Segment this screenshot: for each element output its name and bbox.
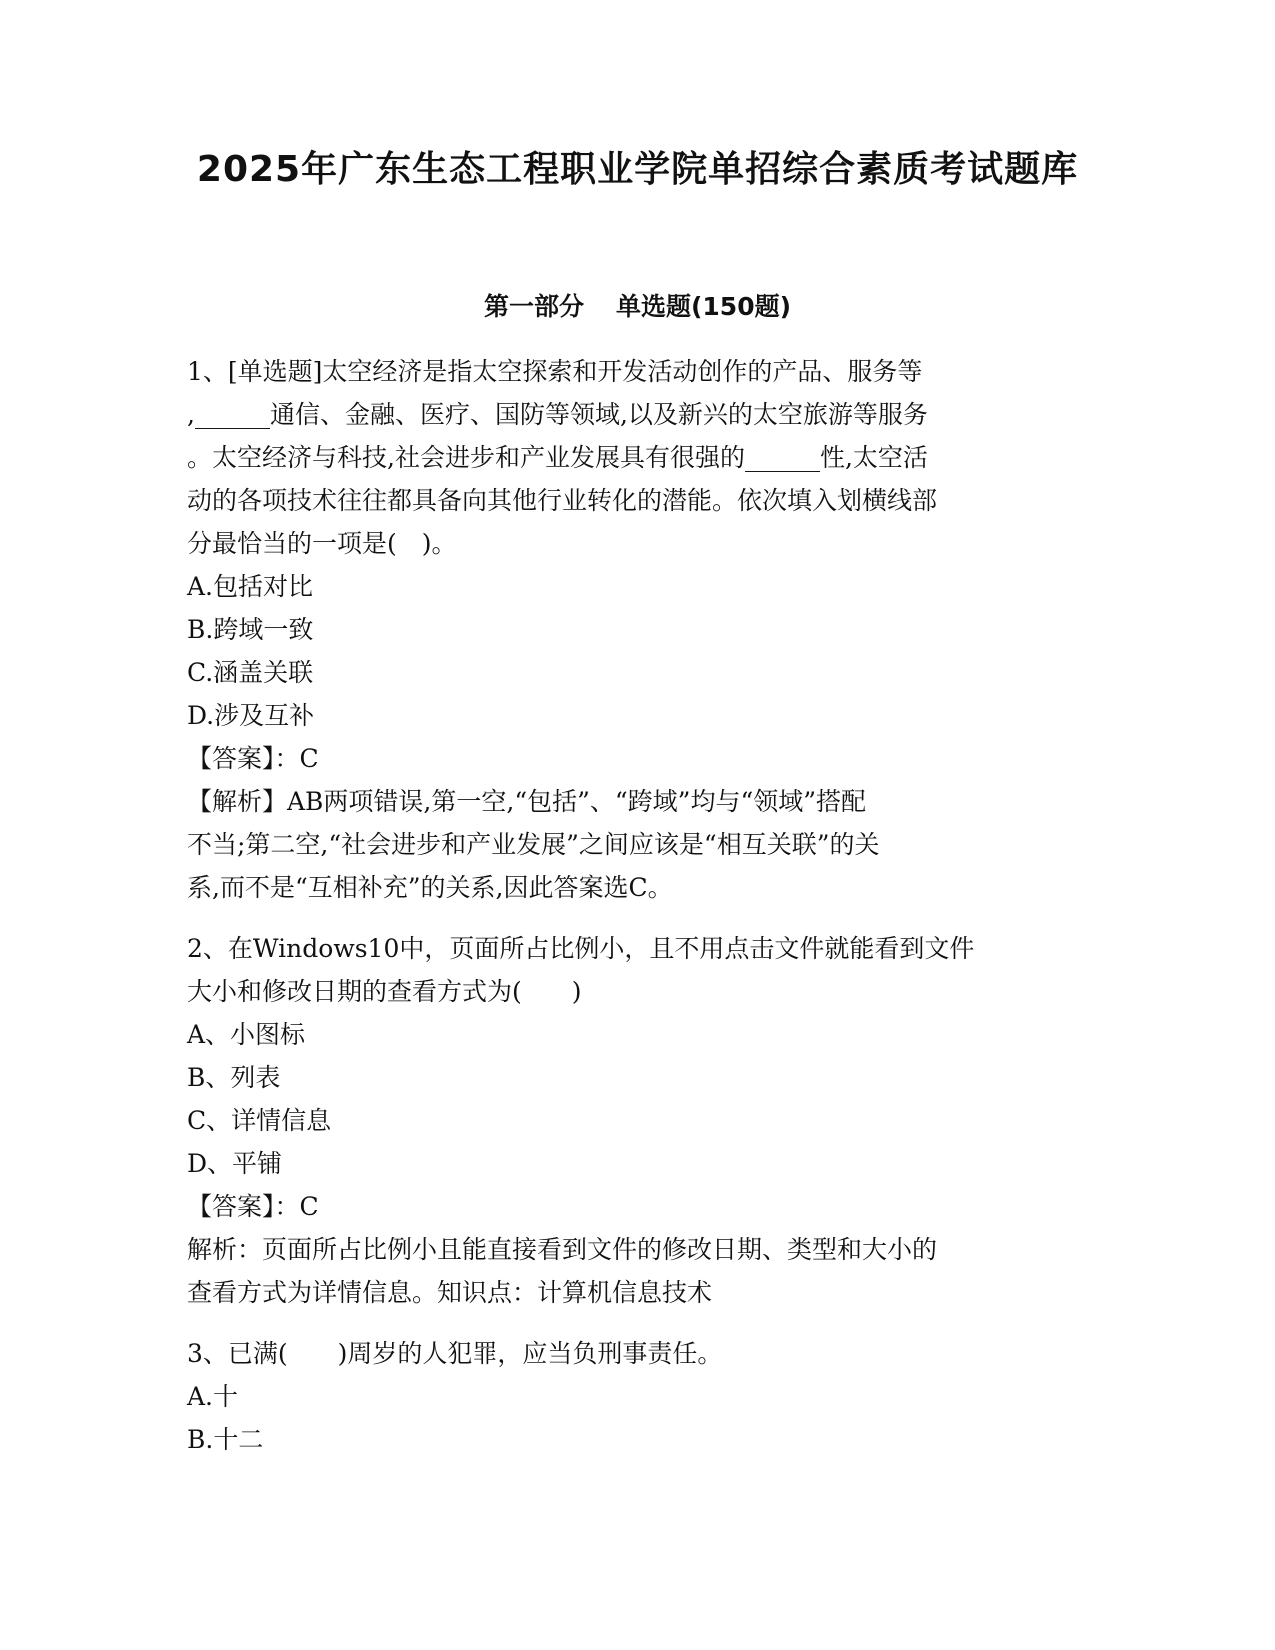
option-d: D.涉及互补: [187, 701, 315, 730]
question-stem-line: 3、已满( )周岁的人犯罪，应当负刑事责任。: [187, 1339, 723, 1368]
question-stem-line: 。太空经济与科技,社会进步和产业发展具有很强的______性,太空活: [187, 443, 928, 472]
question-2: [187, 927, 1077, 1314]
question-stem: [187, 927, 1077, 1013]
option-list: [187, 1375, 1077, 1461]
answer-line: 【答案】：C: [187, 744, 319, 773]
analysis-line: 查看方式为详情信息。知识点：计算机信息技术: [187, 1278, 713, 1307]
option-a: A、小图标: [187, 1020, 306, 1049]
section-type-label: 单选题(150题): [615, 292, 792, 321]
option-a: A.十: [187, 1382, 239, 1411]
document-title: 2025年广东生态工程职业学院单招综合素质考试题库: [196, 149, 1079, 190]
question-stem: [187, 1332, 1077, 1375]
question-stem: [187, 350, 1077, 565]
option-a: A.包括对比: [187, 572, 314, 601]
option-b: B.十二: [187, 1425, 264, 1454]
question-1: [187, 350, 1077, 909]
option-c: C、详情信息: [187, 1106, 332, 1135]
question-stem-line: 大小和修改日期的查看方式为( ): [187, 977, 582, 1006]
section-title: [0, 292, 1275, 322]
question-list: [187, 350, 1077, 1479]
analysis-line: 不当;第二空,“社会进步和产业发展”之间应该是“相互关联”的关: [187, 830, 880, 859]
section-part-label: 第一部分: [483, 292, 584, 321]
option-c: C.涵盖关联: [187, 658, 314, 687]
option-list: [187, 565, 1077, 737]
option-b: B.跨域一致: [187, 615, 314, 644]
question-stem-line: 1、[单选题]太空经济是指太空探索和开发活动创作的产品、服务等: [187, 357, 923, 386]
question-stem-line: 2、在Windows10中，页面所占比例小，且不用点击文件就能看到文件: [187, 934, 975, 963]
analysis: [187, 780, 1077, 909]
analysis-line: 解析：页面所占比例小且能直接看到文件的修改日期、类型和大小的: [187, 1235, 938, 1264]
question-3: [187, 1332, 1077, 1461]
option-b: B、列表: [187, 1063, 281, 1092]
question-stem-line: 分最恰当的一项是( )。: [187, 529, 457, 558]
answer-line: 【答案】：C: [187, 1192, 319, 1221]
analysis-line: 系,而不是“互相补充”的关系,因此答案选C。: [187, 873, 673, 902]
question-stem-line: ,______通信、金融、医疗、国防等领域,以及新兴的太空旅游等服务: [187, 400, 928, 429]
option-d: D、平铺: [187, 1149, 283, 1178]
analysis-line: 【解析】AB两项错误,第一空,“包括”、“跨域”均与“领域”搭配: [187, 787, 867, 816]
option-list: [187, 1013, 1077, 1185]
question-stem-line: 动的各项技术往往都具备向其他行业转化的潜能。依次填入划横线部: [187, 486, 938, 515]
analysis: [187, 1228, 1077, 1314]
